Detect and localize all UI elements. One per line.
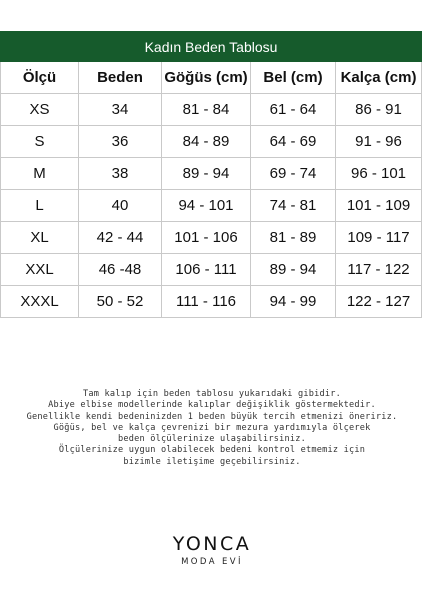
cell-chest: 106 - 111 — [162, 254, 251, 286]
cell-waist: 64 - 69 — [251, 126, 336, 158]
note-line: Abiye elbise modellerinde kalıplar değişiklik göstermektedir. — [48, 400, 376, 411]
cell-waist: 89 - 94 — [251, 254, 336, 286]
note-line: Ölçülerinize uygun olabilecek bedeni kontrol etmemiz için — [58, 445, 366, 456]
cell-beden: 42 - 44 — [79, 222, 162, 254]
cell-beden: 36 — [79, 126, 162, 158]
note-line: bizimle iletişime geçebilirsiniz. — [123, 456, 301, 467]
column-header-waist: Bel (cm) — [251, 62, 336, 94]
cell-hip: 117 - 122 — [336, 254, 422, 286]
table-title-row — [1, 32, 422, 62]
cell-size: XXXL — [1, 286, 79, 318]
cell-chest: 81 - 84 — [162, 94, 251, 126]
cell-size: L — [1, 190, 79, 222]
cell-chest: 84 - 89 — [162, 126, 251, 158]
table-row — [1, 222, 422, 254]
brand-subtitle: MODA EVİ — [181, 557, 243, 567]
cell-size: S — [1, 126, 79, 158]
cell-hip: 122 - 127 — [336, 286, 422, 318]
column-header-chest: Göğüs (cm) — [162, 62, 251, 94]
table-header-row — [1, 62, 422, 94]
column-header-beden: Beden — [79, 62, 162, 94]
column-header-hip: Kalça (cm) — [336, 62, 422, 94]
cell-waist: 69 - 74 — [251, 158, 336, 190]
cell-chest: 89 - 94 — [162, 158, 251, 190]
cell-beden: 46 -48 — [79, 254, 162, 286]
size-chart-table — [0, 31, 422, 318]
cell-size: M — [1, 158, 79, 190]
table-row — [1, 254, 422, 286]
cell-size: XS — [1, 94, 79, 126]
cell-size: XL — [1, 222, 79, 254]
cell-chest: 111 - 116 — [162, 286, 251, 318]
note-line: Göğüs, bel ve kalça çevrenizi bir mezura yardımıyla ölçerek — [53, 422, 371, 433]
note-line: Genellikle kendi bedeninizden 1 beden büyük tercih etmenizi öneririz. — [26, 411, 398, 422]
cell-waist: 94 - 99 — [251, 286, 336, 318]
cell-beden: 38 — [79, 158, 162, 190]
cell-hip: 86 - 91 — [336, 94, 422, 126]
note-line: Tam kalıp için beden tablosu yukarıdaki gibidir. — [83, 389, 341, 399]
cell-size: XXL — [1, 254, 79, 286]
brand-name: YONCA — [172, 533, 252, 555]
brand-logo — [0, 533, 424, 567]
column-header-size: Ölçü — [1, 62, 79, 94]
size-guide-note — [0, 389, 424, 468]
cell-waist: 74 - 81 — [251, 190, 336, 222]
cell-hip: 96 - 101 — [336, 158, 422, 190]
table-title: Kadın Beden Tablosu — [1, 32, 422, 62]
cell-waist: 61 - 64 — [251, 94, 336, 126]
cell-hip: 109 - 117 — [336, 222, 422, 254]
cell-hip: 91 - 96 — [336, 126, 422, 158]
table-row — [1, 158, 422, 190]
cell-chest: 94 - 101 — [162, 190, 251, 222]
table-row — [1, 126, 422, 158]
table-row — [1, 286, 422, 318]
cell-chest: 101 - 106 — [162, 222, 251, 254]
cell-hip: 101 - 109 — [336, 190, 422, 222]
table-row — [1, 94, 422, 126]
cell-beden: 40 — [79, 190, 162, 222]
cell-waist: 81 - 89 — [251, 222, 336, 254]
cell-beden: 50 - 52 — [79, 286, 162, 318]
cell-beden: 34 — [79, 94, 162, 126]
table-row — [1, 190, 422, 222]
note-line: beden ölçülerinize ulaşabilirsiniz. — [117, 434, 307, 445]
